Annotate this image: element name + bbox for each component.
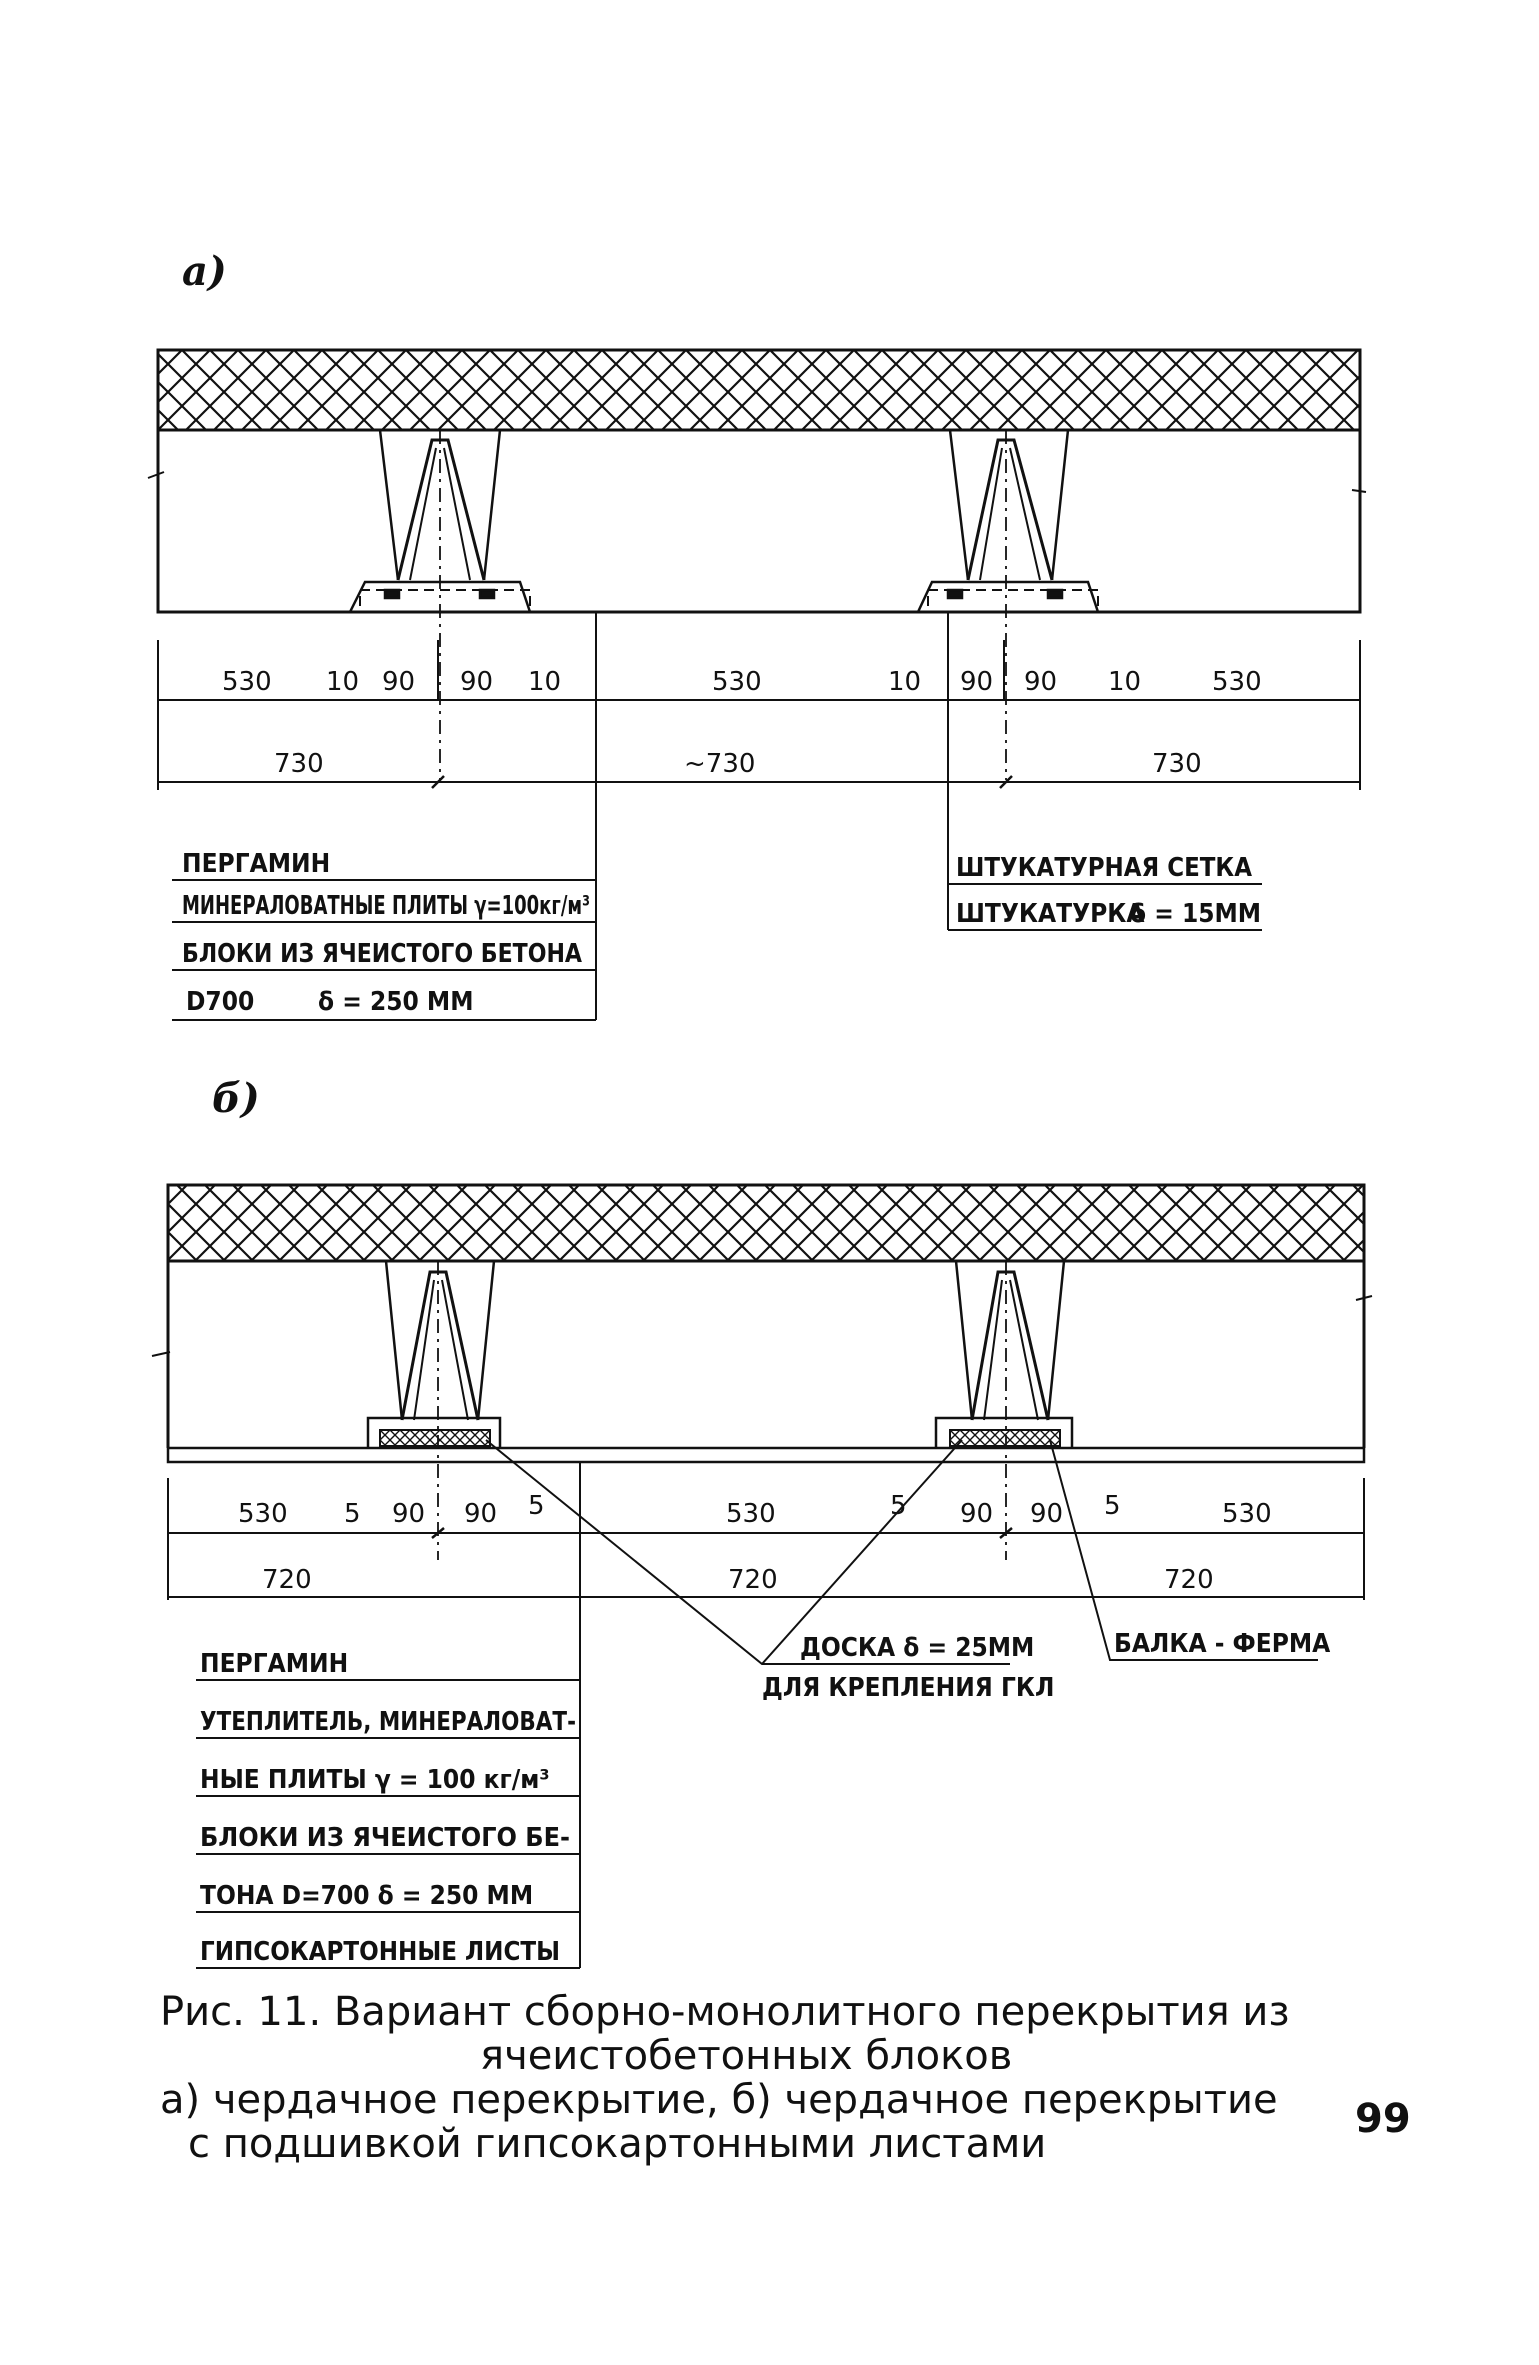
dim-b-8: 90 <box>960 1499 994 1529</box>
dim-b-1: 530 <box>238 1499 288 1529</box>
dim-b-6: 530 <box>726 1499 776 1529</box>
dim-a-9: 90 <box>1024 667 1058 697</box>
dimension-text-a <box>222 667 1262 779</box>
dim-a-7: 10 <box>888 667 922 697</box>
caption-line-1: Рис. 11. Вариант сборно-монолитного перекрытия из <box>160 1989 1290 2035</box>
legend-b-blocks: БЛОКИ ИЗ ЯЧЕИСТОГО БЕ- <box>200 1823 570 1853</box>
dim-b-total-2: 720 <box>728 1565 778 1595</box>
caption-line-3: а) чердачное перекрытие, б) чердачное перекрытие <box>160 2077 1278 2123</box>
dim-b-2: 5 <box>344 1499 361 1529</box>
dim-b-11: 530 <box>1222 1499 1272 1529</box>
dim-b-total-1: 720 <box>262 1565 312 1595</box>
dim-a-4: 90 <box>460 667 494 697</box>
aerated-block-body-b <box>168 1261 1364 1448</box>
mineral-wool-layer <box>158 350 1360 430</box>
dim-b-7: 5 <box>890 1491 907 1521</box>
legend-a-blocks: БЛОКИ ИЗ ЯЧЕИСТОГО БЕТОНА <box>182 939 582 969</box>
dim-a-total-2: ~730 <box>684 749 756 779</box>
legend-a-plaster-thickness: δ = 15ММ <box>1130 899 1262 929</box>
dim-a-1: 530 <box>222 667 272 697</box>
dim-b-total-3: 720 <box>1164 1565 1214 1595</box>
figure-b-label: б) <box>212 1075 260 1122</box>
dim-b-3: 90 <box>392 1499 426 1529</box>
truss-beam-2 <box>918 430 1098 780</box>
figure-a-label: a) <box>182 248 227 295</box>
legend-a-mineral-wool: МИНЕРАЛОВАТНЫЕ ПЛИТЫ γ=100кг/м³ <box>182 891 590 921</box>
legend-a-mesh: ШТУКАТУРНАЯ СЕТКА <box>956 853 1252 883</box>
figure-caption <box>160 1990 1420 2166</box>
legend-b-plates: НЫЕ ПЛИТЫ γ = 100 кг/м³ <box>200 1765 550 1795</box>
caption-line-2: ячеистобетонных блоков <box>480 2033 1013 2079</box>
dim-a-5: 10 <box>528 667 562 697</box>
legend-a-thickness: δ = 250 ММ <box>318 987 474 1017</box>
insulation-layer-b <box>168 1185 1364 1261</box>
dim-a-11: 530 <box>1212 667 1262 697</box>
legend-a-pergamin: ПЕРГАМИН <box>182 849 331 879</box>
dim-b-9: 90 <box>1030 1499 1064 1529</box>
label-board-purpose: ДЛЯ КРЕПЛЕНИЯ ГКЛ <box>762 1673 1055 1703</box>
dim-a-10: 10 <box>1108 667 1142 697</box>
label-board: ДОСКА δ = 25ММ <box>800 1633 1035 1663</box>
dim-a-total-3: 730 <box>1152 749 1202 779</box>
figure-a <box>148 248 1366 1020</box>
dim-a-total-1: 730 <box>274 749 324 779</box>
truss-beam-1 <box>350 430 530 780</box>
dim-a-6: 530 <box>712 667 762 697</box>
page-number: 99 <box>1355 2096 1411 2142</box>
legend-a-density: D700 <box>186 987 255 1017</box>
legend-a-plaster: ШТУКАТУРКА <box>956 899 1145 929</box>
dim-a-8: 90 <box>960 667 994 697</box>
aerated-block-body <box>158 430 1360 612</box>
legend-b-concrete: ТОНА D=700 δ = 250 ММ <box>200 1881 534 1911</box>
legend-b-insulation: УТЕПЛИТЕЛЬ, МИНЕРАЛОВАТ- <box>200 1707 576 1737</box>
dim-a-3: 90 <box>382 667 416 697</box>
label-truss: БАЛКА - ФЕРМА <box>1114 1629 1331 1659</box>
dimension-text-b <box>238 1491 1272 1595</box>
dim-b-5: 5 <box>528 1491 545 1521</box>
legend-b-gypsum: ГИПСОКАРТОННЫЕ ЛИСТЫ <box>200 1937 560 1967</box>
gypsum-board <box>168 1448 1364 1462</box>
dim-b-4: 90 <box>464 1499 498 1529</box>
figure-b <box>152 1075 1372 1968</box>
dim-a-2: 10 <box>326 667 360 697</box>
legend-b-pergamin: ПЕРГАМИН <box>200 1649 349 1679</box>
caption-line-4: с подшивкой гипсокартонными листами <box>188 2121 1047 2167</box>
dim-b-10: 5 <box>1104 1491 1121 1521</box>
